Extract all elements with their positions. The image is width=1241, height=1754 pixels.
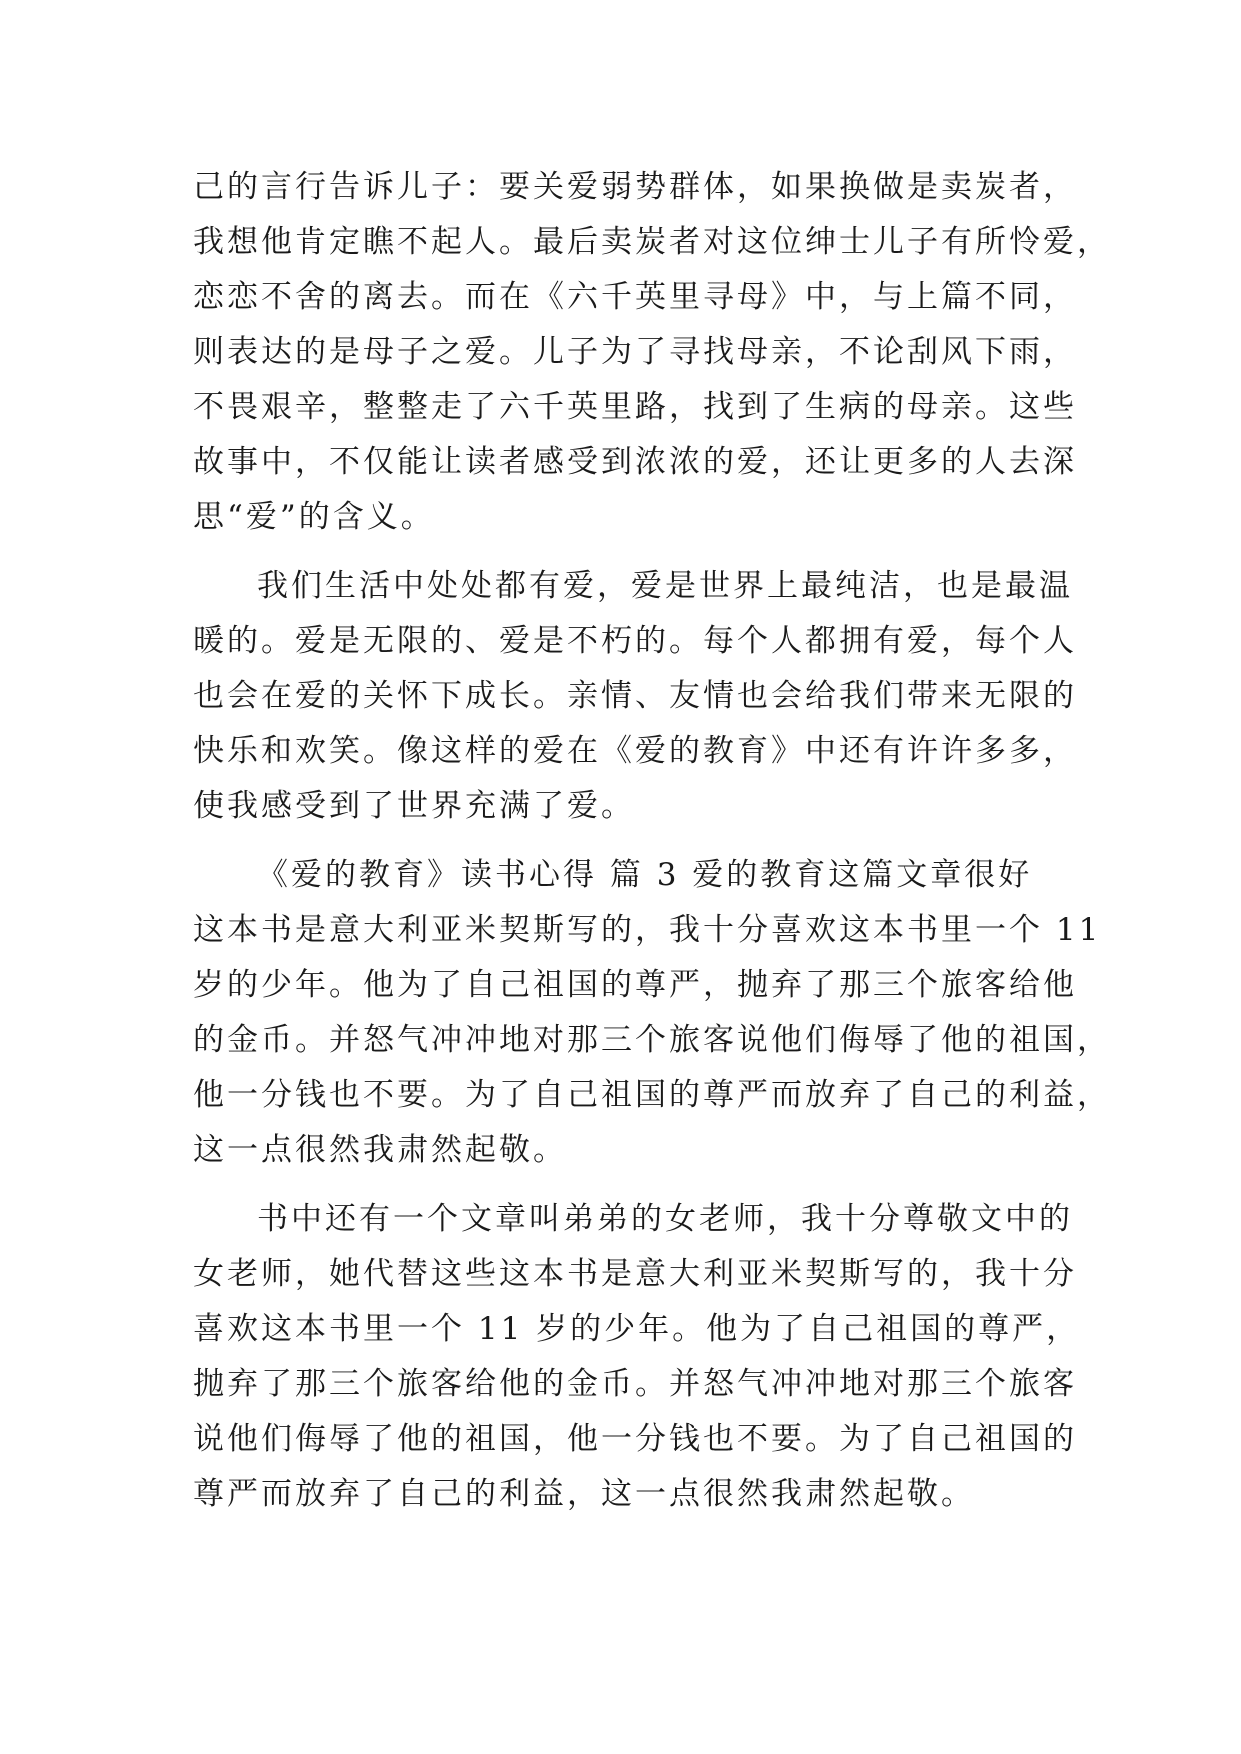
text-line: 抛弃了那三个旅客给他的金币。并怒气冲冲地对那三个旅客 bbox=[193, 1366, 1077, 1402]
text-line: 恋恋不舍的离去。而在《六千英里寻母》中，与上篇不同， bbox=[193, 279, 1077, 315]
text-line: 暖的。爱是无限的、爱是不朽的。每个人都拥有爱，每个人 bbox=[193, 623, 1077, 659]
text-line: 这一点很然我肃然起敬。 bbox=[193, 1132, 567, 1168]
text-line: 这本书是意大利亚米契斯写的，我十分喜欢这本书里一个 11 bbox=[193, 912, 1102, 948]
paragraph-start-line: 书中还有一个文章叫弟弟的女老师，我十分尊敬文中的 bbox=[257, 1201, 1073, 1237]
text-line: 使我感受到了世界充满了爱。 bbox=[193, 788, 635, 824]
text-line: 女老师，她代替这些这本书是意大利亚米契斯写的，我十分 bbox=[193, 1256, 1077, 1292]
text-line: 说他们侮辱了他的祖国，他一分钱也不要。为了自己祖国的 bbox=[193, 1421, 1077, 1457]
text-line: 也会在爱的关怀下成长。亲情、友情也会给我们带来无限的 bbox=[193, 678, 1077, 714]
paragraph-start-line: 我们生活中处处都有爱，爱是世界上最纯洁，也是最温 bbox=[257, 568, 1073, 604]
text-line: 岁的少年。他为了自己祖国的尊严，抛弃了那三个旅客给他 bbox=[193, 967, 1077, 1003]
document-body bbox=[193, 160, 1111, 1522]
section-heading-line: 《爱的教育》读书心得 篇 3 爱的教育这篇文章很好 bbox=[257, 857, 1033, 893]
text-line: 则表达的是母子之爱。儿子为了寻找母亲，不论刮风下雨， bbox=[193, 334, 1077, 370]
text-line: 己的言行告诉儿子：要关爱弱势群体，如果换做是卖炭者， bbox=[193, 169, 1077, 205]
text-line: 故事中，不仅能让读者感受到浓浓的爱，还让更多的人去深 bbox=[193, 444, 1077, 480]
text-line: 的金币。并怒气冲冲地对那三个旅客说他们侮辱了他的祖国， bbox=[193, 1022, 1111, 1058]
text-line: 他一分钱也不要。为了自己祖国的尊严而放弃了自己的利益， bbox=[193, 1077, 1111, 1113]
text-line: 思“爱”的含义。 bbox=[193, 499, 435, 535]
text-line: 尊严而放弃了自己的利益，这一点很然我肃然起敬。 bbox=[193, 1476, 975, 1512]
text-line: 不畏艰辛，整整走了六千英里路，找到了生病的母亲。这些 bbox=[193, 389, 1077, 425]
text-line: 喜欢这本书里一个 11 岁的少年。他为了自己祖国的尊严， bbox=[193, 1311, 1081, 1347]
text-line: 我想他肯定瞧不起人。最后卖炭者对这位绅士儿子有所怜爱， bbox=[193, 224, 1111, 260]
text-line: 快乐和欢笑。像这样的爱在《爱的教育》中还有许许多多， bbox=[193, 733, 1077, 769]
